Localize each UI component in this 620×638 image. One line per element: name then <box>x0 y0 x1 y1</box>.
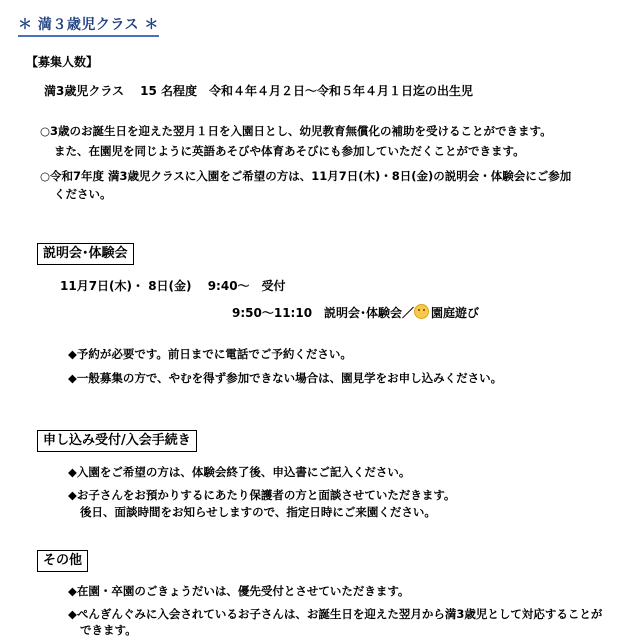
note-line-2: また、在園児を同じように英語あそびや体育あそびにも参加していただくことができます。 <box>54 144 525 158</box>
note-line-1: ○3歳のお誕生日を迎えた翌月１日を入園日とし、幼児教育無償化の補助を受けることができます。 <box>40 124 552 138</box>
section-heading-session: 説明会･体験会 <box>37 243 134 265</box>
session-line2-suffix: 園庭遊び <box>431 306 480 320</box>
page-title: ＊ 満３歳児クラス ＊ <box>18 17 159 37</box>
other-bullet-2: ◆ぺんぎんぐみに入会されているお子さんは、お誕生日を迎えた翌月から満3歳児として対応することが <box>68 607 603 621</box>
session-schedule-line-2 <box>232 304 479 320</box>
session-schedule-line-1: 11月7日(木)・ 8日(金) 9:40～ 受付 <box>60 279 286 293</box>
session-line2-prefix: 9:50～11:10 説明会･体験会／ <box>232 306 415 320</box>
session-bullet-1: ◆予約が必要です。前日までに電話でご予約ください。 <box>68 347 352 361</box>
application-bullet-1: ◆入園をご希望の方は、体験会終了後、申込書にご記入ください。 <box>68 465 411 479</box>
section-heading-application: 申し込み受付/入会手続き <box>37 430 197 452</box>
recruit-line: 満3歳児クラス 15 名程度 令和４年４月２日～令和５年４月１日迄の出生児 <box>44 84 474 98</box>
note-line-4: ください。 <box>54 187 112 201</box>
application-bullet-2: ◆お子さんをお預かりするにあたり保護者の方と面談させていただきます。 <box>68 488 456 502</box>
other-bullet-2-cont: できます。 <box>80 623 137 637</box>
application-bullet-2-cont: 後日、面談時間をお知らせしますので、指定日時にご来園ください。 <box>80 505 436 519</box>
session-bullet-2: ◆一般募集の方で、やむを得ず参加できない場合は、園見学をお申し込みください。 <box>68 371 503 385</box>
section-heading-other: その他 <box>37 550 88 572</box>
other-bullet-1: ◆在園・卒園のごきょうだいは、優先受付とさせていただきます。 <box>68 584 410 598</box>
note-line-3: ○令和7年度 満3歳児クラスに入園をご希望の方は、11月7日(木)・8日(金)の説明会・体験会にご参加 <box>40 169 572 183</box>
smiley-face-icon <box>414 304 429 319</box>
recruit-heading: 【募集人数】 <box>26 55 99 69</box>
